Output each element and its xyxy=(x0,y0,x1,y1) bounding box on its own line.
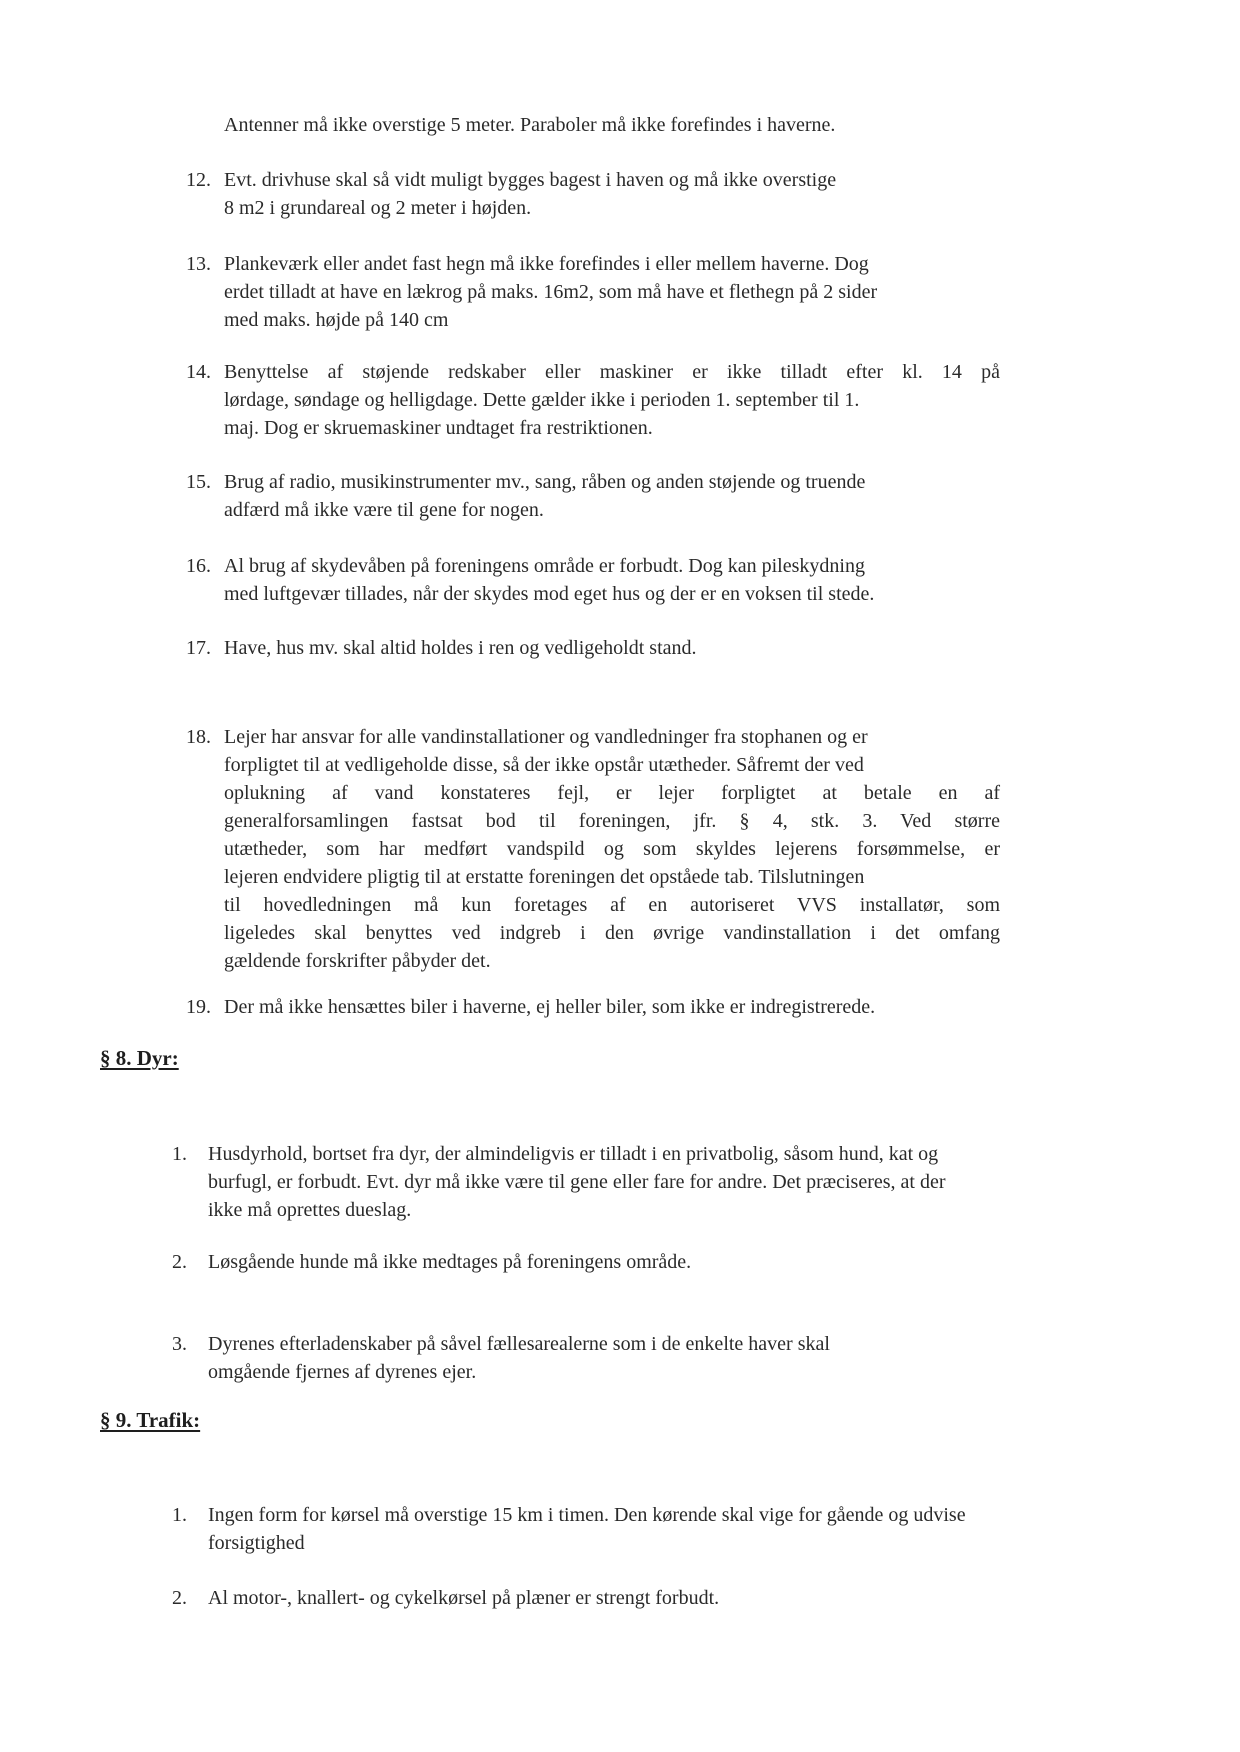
text-line: oplukning af vand konstateres fejl, er lejer forpligtet at betale en af xyxy=(224,782,1000,804)
rule-15-text xyxy=(224,468,1000,524)
animals-item-3-text xyxy=(208,1330,830,1386)
rule-19-text xyxy=(224,993,875,1021)
text-line: lejeren endvidere pligtig til at erstatte foreningen det opståede tab. Tilslutningen xyxy=(224,866,865,888)
text-line: erdet tilladt at have en lækrog på maks. 16m2, som må have et flethegn på 2 sider xyxy=(224,281,878,303)
rule-number-19: 19. xyxy=(186,996,211,1018)
intro-text xyxy=(224,111,835,139)
text-line: forpligtet til at vedligeholde disse, så der ikke opstår utætheder. Såfremt der ved xyxy=(224,754,864,776)
animals-item-number-3: 3. xyxy=(172,1333,187,1355)
text-line: generalforsamlingen fastsat bod til foreningen, jfr. § 4, stk. 3. Ved større xyxy=(224,810,1000,832)
rule-number-12: 12. xyxy=(186,169,211,191)
text-line: Dyrenes efterladenskaber på såvel fællesarealerne som i de enkelte haver skal xyxy=(208,1333,830,1355)
text-line: til hovedledningen må kun foretages af en autoriseret VVS installatør, som xyxy=(224,894,1000,916)
text-line: forsigtighed xyxy=(208,1532,305,1554)
animals-item-1-text xyxy=(208,1140,946,1224)
text-line: Løsgående hunde må ikke medtages på foreningens område. xyxy=(208,1251,692,1273)
text-line: ligeledes skal benyttes ved indgreb i den øvrige vandinstallation i det omfang xyxy=(224,922,1000,944)
text-line: ikke må oprettes dueslag. xyxy=(208,1199,412,1221)
text-line: lørdage, søndage og helligdage. Dette gælder ikke i perioden 1. september til 1. xyxy=(224,389,860,411)
animals-item-number-2: 2. xyxy=(172,1251,187,1273)
rule-13-text xyxy=(224,250,1000,334)
text-line: Antenner må ikke overstige 5 meter. Paraboler må ikke forefindes i haverne. xyxy=(224,114,836,136)
text-line: Der må ikke hensættes biler i haverne, ej heller biler, som ikke er indregistrerede. xyxy=(224,996,876,1018)
text-line: Evt. drivhuse skal så vidt muligt bygges bagest i haven og må ikke overstige xyxy=(224,169,837,191)
text-line: Benyttelse af støjende redskaber eller maskiner er ikke tilladt efter kl. 14 på xyxy=(224,361,1000,383)
section-8-heading: § 8. Dyr: xyxy=(100,1046,179,1070)
section-9-heading: § 9. Trafik: xyxy=(100,1408,201,1432)
rule-number-17: 17. xyxy=(186,637,211,659)
rule-17-text xyxy=(224,634,697,662)
rule-number-13: 13. xyxy=(186,253,211,275)
text-line: med luftgevær tillades, når der skydes mod eget hus og der er en voksen til stede. xyxy=(224,583,875,605)
rule-16-text xyxy=(224,552,1000,608)
text-line: Have, hus mv. skal altid holdes i ren og vedligeholdt stand. xyxy=(224,637,697,659)
rule-number-14: 14. xyxy=(186,361,211,383)
traffic-item-2-text xyxy=(208,1584,719,1612)
text-line: maj. Dog er skruemaskiner undtaget fra restriktionen. xyxy=(224,417,653,439)
rule-18-text xyxy=(224,723,1000,975)
text-line: Lejer har ansvar for alle vandinstallationer og vandledninger fra stophanen og er xyxy=(224,726,868,748)
rule-number-15: 15. xyxy=(186,471,211,493)
rule-12-text xyxy=(224,166,1000,222)
text-line: Al brug af skydevåben på foreningens område er forbudt. Dog kan pileskydning xyxy=(224,555,865,577)
text-line: med maks. højde på 140 cm xyxy=(224,309,449,331)
rule-number-16: 16. xyxy=(186,555,211,577)
rule-number-18: 18. xyxy=(186,726,211,748)
text-line: Ingen form for kørsel må overstige 15 km i timen. Den kørende skal vige for gående og udvise xyxy=(208,1504,966,1526)
animals-item-2-text xyxy=(208,1248,691,1276)
text-line: Brug af radio, musikinstrumenter mv., sang, råben og anden støjende og truende xyxy=(224,471,866,493)
text-line: Al motor-, knallert- og cykelkørsel på plæner er strengt forbudt. xyxy=(208,1587,720,1609)
text-line: adfærd må ikke være til gene for nogen. xyxy=(224,499,544,521)
animals-item-number-1: 1. xyxy=(172,1143,187,1165)
text-line: omgående fjernes af dyrenes ejer. xyxy=(208,1361,477,1383)
text-line: utætheder, som har medført vandspild og som skyldes lejerens forsømmelse, er xyxy=(224,838,1000,860)
text-line: burfugl, er forbudt. Evt. dyr må ikke være til gene eller fare for andre. Det præciseres, at der xyxy=(208,1171,946,1193)
rule-14-text xyxy=(224,358,1000,442)
text-line: gældende forskrifter påbyder det. xyxy=(224,950,491,972)
traffic-item-number-1: 1. xyxy=(172,1504,187,1526)
traffic-item-1-text xyxy=(208,1501,966,1557)
text-line: Plankeværk eller andet fast hegn må ikke forefindes i eller mellem haverne. Dog xyxy=(224,253,869,275)
text-line: 8 m2 i grundareal og 2 meter i højden. xyxy=(224,197,532,219)
text-line: Husdyrhold, bortset fra dyr, der almindeligvis er tilladt i en privatbolig, såsom hund, kat og xyxy=(208,1143,939,1165)
traffic-item-number-2: 2. xyxy=(172,1587,187,1609)
